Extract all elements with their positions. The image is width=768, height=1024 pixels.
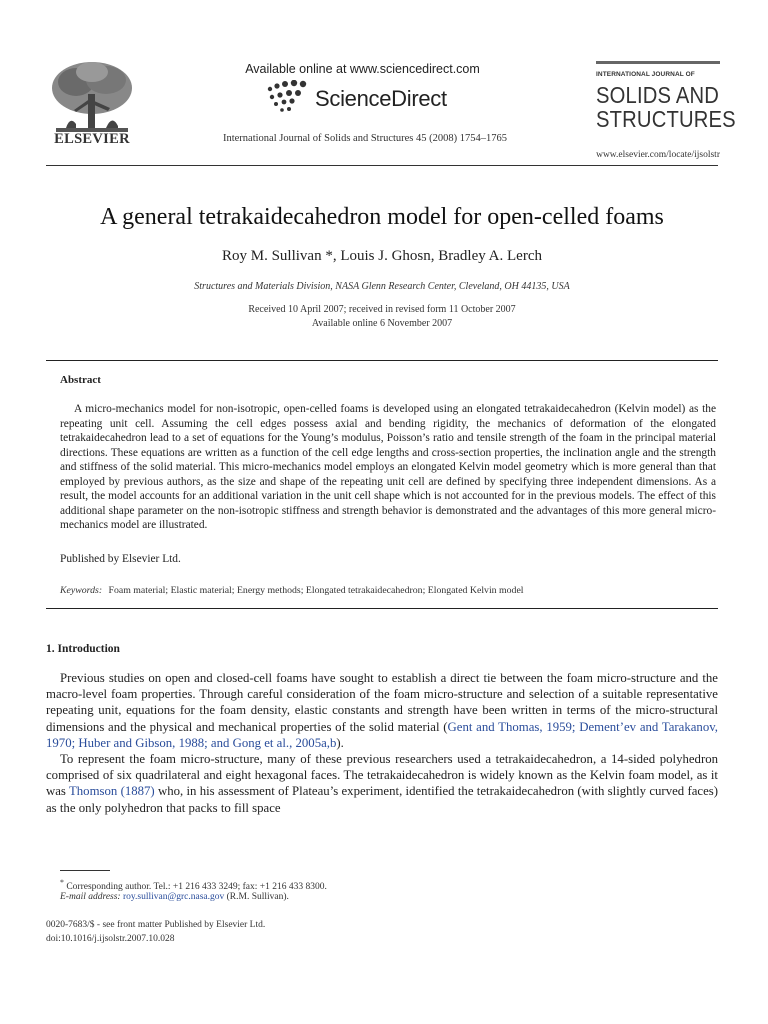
sciencedirect-dots-icon <box>262 80 312 114</box>
footnote-email <box>60 891 289 904</box>
intro-p1-end: ). <box>336 735 344 750</box>
journal-citation: International Journal of Solids and Structures 45 (2008) 1754–1765 <box>222 133 508 144</box>
header-divider <box>46 165 718 166</box>
available-online-link[interactable]: Available online at www.sciencedirect.com <box>245 62 480 76</box>
section-heading-introduction: 1. Introduction <box>46 643 120 655</box>
email-label: E-mail address: <box>60 892 121 902</box>
intro-paragraph-1 <box>46 670 718 751</box>
email-owner: (R.M. Sullivan). <box>226 892 289 902</box>
article-title: A general tetrakaidecahedron model for open-celled foams <box>100 204 664 230</box>
doi-line: doi:10.1016/j.ijsolstr.2007.10.028 <box>46 934 175 944</box>
introduction-body <box>46 670 718 816</box>
keywords-label: Keywords: <box>60 585 103 596</box>
issn-line: 0020-7683/$ - see front matter Published by Elsevier Ltd. <box>46 920 266 930</box>
abstract-divider-top <box>46 360 718 361</box>
article-authors: Roy M. Sullivan *, Louis J. Ghosn, Bradley A. Lerch <box>222 248 542 264</box>
author-affiliation: Structures and Materials Division, NASA Glenn Research Center, Cleveland, OH 44135, USA <box>194 281 570 292</box>
intro-paragraph-2 <box>46 751 718 816</box>
available-date: Available online 6 November 2007 <box>311 318 453 329</box>
footnote-corresponding-text: Corresponding author. Tel.: +1 216 433 3249; fax: +1 216 433 8300. <box>66 882 327 893</box>
journal-url-link[interactable]: www.elsevier.com/locate/ijsolstr <box>596 150 720 160</box>
intro-p1-text: Previous studies on open and closed-cell foams have sought to establish a direct tie between the foam micro-structure and the macro-level foam properties. Through careful consideration of the foam micro-structure and selection of a suitable representative repeating unit, equations for the foam density, elastic constants and strength have been written in terms of the micro-structural dimensions and the physical and mechanical properties of the solid material ( <box>46 671 718 734</box>
publisher-name: ELSEVIER <box>54 131 130 147</box>
keywords-list: Foam material; Elastic material; Energy methods; Elongated tetrakaidecahedron; Elongated Kelvin model <box>108 585 524 596</box>
journal-logo-line1: SOLIDS AND <box>596 82 720 108</box>
abstract-text: A micro-mechanics model for non-isotropic, open-celled foams is developed using an elongated tetrakaidecahedron (Kelvin model) as the repeating unit cell. Assuming the cell edges possess axial and bending rigidity, the mechanics of deformation of the elongated tetrakaidecahedron lead to a set of equations for the Young’s modulus, Poisson’s ratio and tensile strength of the foam in the principal material directions. These equations are written as a function of the cell edge lengths and cross-section properties, the inclination angle and the strength and stiffness of the solid material. This micro-mechanics model employs an elongated Kelvin model geometry which is more general than that employed by previous authors, as the size and shape of the repeating unit cell are defined by specifying three independent dimensions. As a result, the model accounts for an additional variation in the unit cell shape which is not accounted for in the previous models. The effect of this additional shape parameter on the non-isotropic stiffness and strength behavior is demonstrated and the advantages of this more general micro-mechanics model are illustrated. <box>60 403 716 532</box>
journal-logo-rule <box>596 61 720 64</box>
abstract-published-note: Published by Elsevier Ltd. <box>60 553 181 565</box>
footnote-mark: * <box>60 878 64 887</box>
received-date: Received 10 April 2007; received in revised form 11 October 2007 <box>248 304 516 315</box>
article-dates <box>46 303 718 331</box>
intro-p2-text: To represent the foam micro-structure, many of these previous researchers used a tetrakaidecahedron, a 14-sided polyhedron comprised of six quadrilateral and eight hexagonal faces. The tetrakaidecahedron is widely known as the Kelvin foam model, as it was <box>46 752 718 799</box>
footnote-rule <box>60 870 110 871</box>
intro-p2-end: who, in his assessment of Plateau’s experiment, identified the tetrakaidecahedron (with slightly curved faces) as the only polyhedron that packs to fill space <box>46 784 718 815</box>
sciencedirect-logo-text: ScienceDirect <box>315 86 447 111</box>
keywords-line <box>60 585 716 596</box>
journal-logo-kicker: INTERNATIONAL JOURNAL OF <box>596 71 695 78</box>
abstract-heading: Abstract <box>60 374 101 386</box>
intro-p1-references-link[interactable]: Gent and Thomas, 1959; Dement’ev and Tarakanov, 1970; Huber and Gibson, 1988; and Gong et al., 2005a,b <box>46 719 718 750</box>
journal-logo-line2: STRUCTURES <box>596 106 736 132</box>
journal-logo-title <box>596 82 736 132</box>
thomson-reference-link[interactable]: Thomson (1887) <box>68 784 155 799</box>
abstract-divider-bottom <box>46 608 718 609</box>
author-email-link[interactable]: roy.sullivan@grc.nasa.gov <box>122 892 225 902</box>
